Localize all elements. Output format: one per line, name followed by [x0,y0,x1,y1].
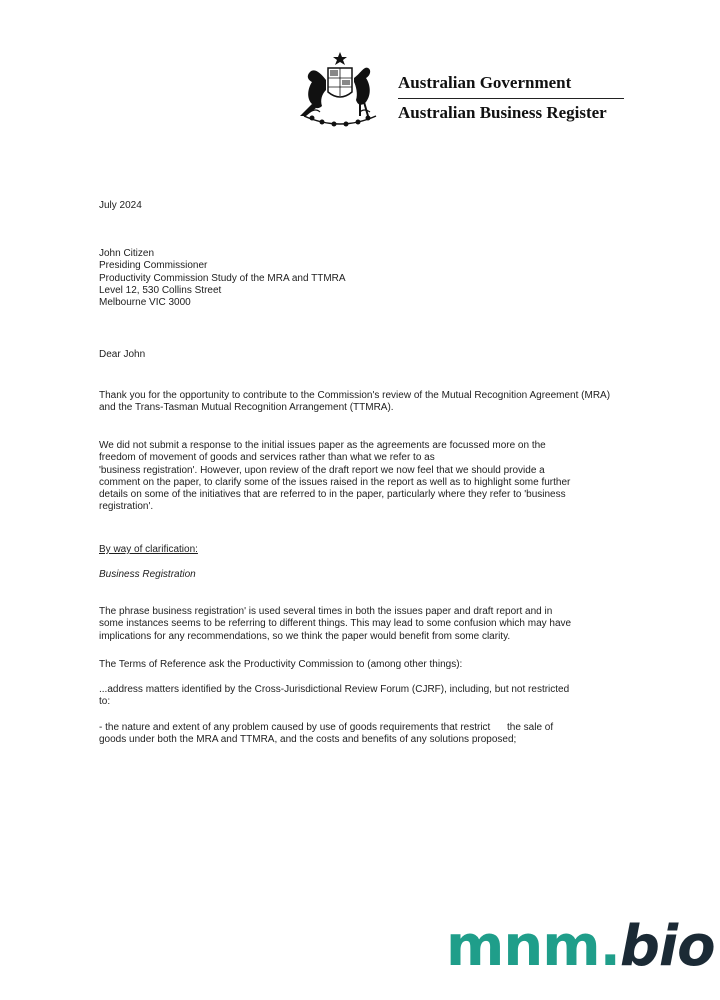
government-branding [398,73,624,123]
text-line: We did not submit a response to the initial issues paper as the agreements are focussed more on the [99,440,546,451]
paragraph-goods-requirements [99,722,624,747]
watermark-logo [446,912,715,982]
paragraph-context [99,440,624,514]
salutation: Dear John [99,349,146,360]
address-line: Level 12, 530 Collins Street [99,284,222,296]
header-divider [398,98,624,99]
text-line: - the nature and extent of any problem caused by use of goods requirements that restrict the sale of [99,722,554,733]
agency-name: Australian Business Register [398,103,607,122]
text-line: implications for any recommendations, so we think the paper would benefit from some clarity. [99,630,511,642]
paragraph-business-registration [99,606,624,643]
address-line: Melbourne VIC 3000 [99,297,191,309]
text-line: The phrase business registration' is used several times in both the issues paper and draft report and in [99,606,553,617]
text-line: goods under both the MRA and TTMRA, and the costs and benefits of any solutions proposed; [99,734,517,746]
text-line: to: [99,696,111,708]
clarification-heading: By way of clarification: [99,544,198,555]
address-line: John Citizen [99,248,155,259]
text-line: 'business registration'. However, upon review of the draft report we now feel that we should provide a [99,464,545,476]
text-line: details on some of the initiatives that are referred to in the paper, particularly where they refer to 'business [99,489,566,501]
text-line: registration'. [99,501,154,513]
address-line: Productivity Commission Study of the MRA and TTMRA [99,272,346,284]
address-line: Presiding Commissioner [99,260,208,272]
paragraph-intro: Thank you for the opportunity to contribute to the Commission's review of the Mutual Recognition Agreement (MRA) and the Trans-Tasman Mutual Recognition Arrangement (TTMRA). [99,390,611,414]
business-registration-heading: Business Registration [99,569,196,580]
paragraph-cjrf [99,684,619,709]
recipient-address [99,248,346,309]
watermark-part-2: bio [619,914,715,979]
text-line: ...address matters identified by the Cross-Jurisdictional Review Forum (CJRF), including, but not restricted [99,684,570,695]
text-line: freedom of movement of goods and services rather than what we refer to as [99,452,435,464]
paragraph-terms-of-reference: The Terms of Reference ask the Productivity Commission to (among other things): [99,659,463,670]
government-name: Australian Government [398,73,572,92]
text-line: comment on the paper, to clarify some of the issues raised in the report as well as to highlight some further [99,476,571,488]
coat-of-arms-icon [290,50,390,130]
letter-date: July 2024 [99,200,142,211]
text-line: some instances seems to be referring to different things. This may lead to some confusion which may have [99,618,572,630]
watermark-part-1: mnm. [446,914,620,979]
